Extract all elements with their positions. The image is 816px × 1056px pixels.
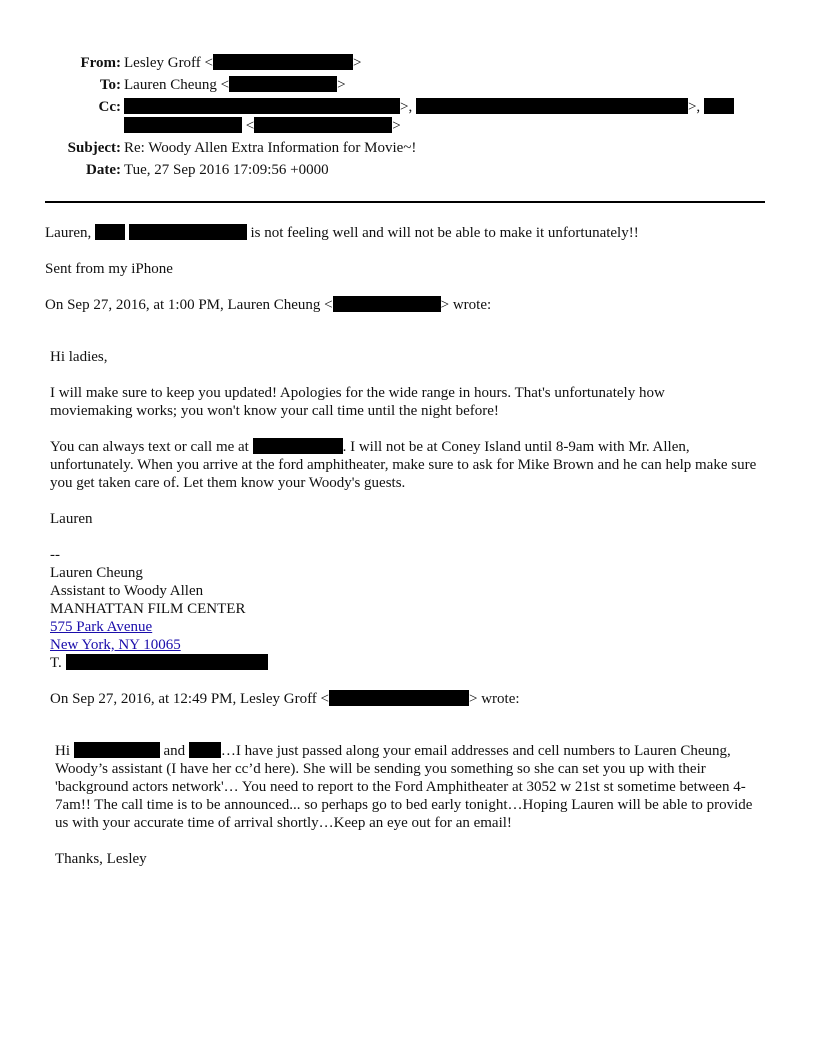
to-label: To: — [99, 77, 121, 93]
to-value: Lauren Cheung < > — [124, 77, 346, 93]
sig-dash: -- — [50, 547, 60, 563]
lauren-para-2: You can always text or call me at . I will not be at Coney Island until 8-9am with Mr. Allen, unfortunately. When you arrive at the ford amphitheater, make sure to ask for Mike Brown and he can help make sure you get taken care of. Let them know your Woody's guests. — [50, 439, 757, 491]
redaction — [124, 98, 400, 114]
lauren-para-1: I will make sure to keep you updated! Apologies for the wide range in hours. That's unfortunately how moviemaking works; you won't know your call time until the night before! — [50, 385, 665, 419]
header-divider — [45, 201, 765, 203]
redaction — [253, 438, 343, 454]
redaction — [333, 296, 441, 312]
redaction — [416, 98, 688, 114]
cc-label: Cc: — [98, 99, 121, 115]
redaction — [329, 690, 469, 706]
redaction — [66, 654, 268, 670]
lauren-greeting: Hi ladies, — [50, 349, 108, 365]
cc-row-cont: < > — [124, 117, 401, 135]
subject-value: Re: Woody Allen Extra Information for Movie~! — [124, 140, 417, 156]
redaction — [95, 224, 125, 240]
redaction — [254, 117, 392, 133]
redaction — [229, 76, 337, 92]
address-link-1[interactable]: 575 Park Avenue — [50, 619, 153, 635]
quote-header-lauren: On Sep 27, 2016, at 1:00 PM, Lauren Cheung < > wrote: — [45, 297, 492, 313]
lauren-signoff: Lauren — [50, 511, 93, 527]
lesley-signoff: Thanks, Lesley — [55, 851, 147, 867]
redaction — [129, 224, 247, 240]
sig-phone: T. — [50, 654, 268, 672]
redaction — [124, 117, 242, 133]
quote-header-lesley: On Sep 27, 2016, at 12:49 PM, Lesley Groff < > wrote: — [50, 691, 520, 707]
sig-company: MANHATTAN FILM CENTER — [50, 601, 246, 617]
sig-address-line1[interactable] — [50, 618, 152, 636]
reply-line: Lauren, is not feeling well and will not be able to make it unfortunately!! — [45, 225, 639, 241]
sig-title: Assistant to Woody Allen — [50, 583, 204, 599]
date-label: Date: — [86, 162, 121, 178]
redaction — [213, 54, 353, 70]
sig-name: Lauren Cheung — [50, 565, 143, 581]
redaction — [74, 742, 160, 758]
cc-value: >, >, — [124, 98, 734, 116]
lesley-body: Hi and …I have just passed along your email addresses and cell numbers to Lauren Cheung, Woody’s assistant (I have her cc’d here). She will be sending you something so she can set you up with their 'background actors network'… You need to report to the Ford Amphitheater at 3052 w 21st st sometime between 4-7am!! The call time is to be announced... so perhaps go to bed early tonight…Hoping Lauren will be able to provide us with your accurate time of arrival shortly…Keep an eye out for an email! — [55, 743, 753, 831]
redaction — [704, 98, 734, 114]
sig-address-line2[interactable] — [50, 636, 181, 654]
from-value: Lesley Groff < > — [124, 55, 362, 71]
subject-label: Subject: — [67, 140, 121, 156]
sent-from-signature: Sent from my iPhone — [45, 261, 173, 277]
redaction — [189, 742, 221, 758]
address-link-2[interactable]: New York, NY 10065 — [50, 637, 181, 653]
date-value: Tue, 27 Sep 2016 17:09:56 +0000 — [124, 162, 329, 178]
from-label: From: — [80, 55, 121, 71]
